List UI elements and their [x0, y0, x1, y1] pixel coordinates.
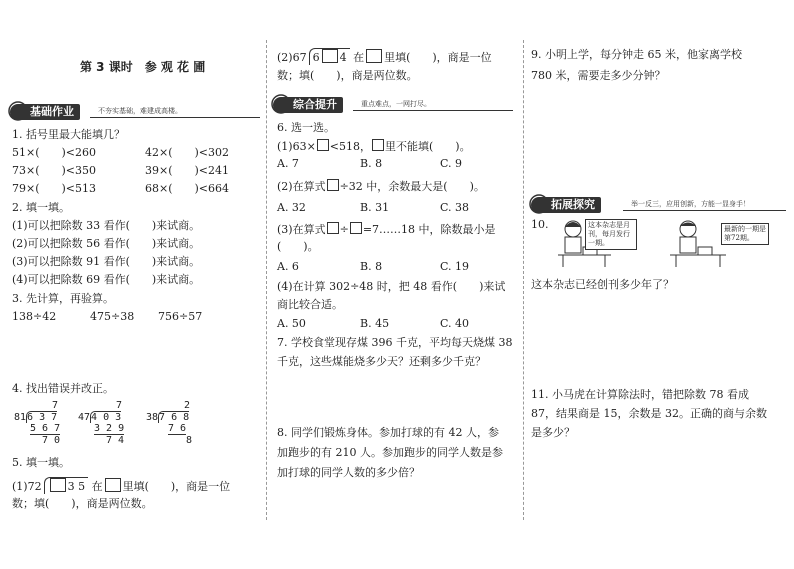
q6-option[interactable]: C. 9 [440, 157, 463, 170]
q3-item: 138÷42 [12, 310, 57, 323]
section-label: 综合提升 [273, 97, 343, 113]
q7-line: 7. 学校食堂现存煤 396 千克，平均每天烧煤 38 [277, 336, 513, 349]
divider [90, 117, 260, 118]
q2-item: (1)可以把除数 33 看作( )来试商。 [12, 219, 201, 232]
section-label: 拓展探究 [531, 197, 601, 213]
remainder: 8 [186, 435, 193, 446]
product: 5 6 7 [30, 423, 61, 434]
q1-item: 79×( )<513 [12, 182, 97, 195]
q8-line: 加打球的同学人数的多少倍？ [277, 466, 420, 479]
remainder: 7 0 [42, 435, 61, 446]
product: 3 2 9 [94, 423, 125, 434]
dividend: 6 3 7 [27, 412, 58, 423]
q3-title: 3. 先计算，再验算。 [12, 292, 114, 305]
q6-sub1-stem: (1)63× <518， 里不能填( )。 [277, 140, 471, 153]
q1-item: 68×( )<664 [145, 182, 230, 195]
q6-sub2-stem: (2)在算式 ÷32 中，余数最大是( )。 [277, 180, 485, 193]
blank-box[interactable] [105, 478, 121, 492]
blank-box[interactable] [327, 222, 339, 234]
dividend: 7 6 8 [159, 412, 190, 423]
section-banner-extension [531, 197, 786, 213]
q1-title: 1. 括号里最大能填几？ [12, 128, 125, 141]
q5-part1-line1: (1)72 3 5 在 里填( )，商是一位 [12, 477, 230, 494]
long-division-2 [78, 400, 124, 446]
section-label: 基础作业 [10, 104, 80, 120]
q2-item: (2)可以把除数 56 看作( )来试商。 [12, 237, 201, 250]
q6-option[interactable]: C. 40 [440, 317, 470, 330]
blank-box[interactable] [366, 49, 382, 63]
long-division-3 [146, 400, 192, 446]
q6-sub3-line2: ( )。 [277, 240, 319, 253]
section-slogan: 不夯实基础，难建成高楼。 [98, 107, 182, 115]
q6-option[interactable]: C. 19 [440, 260, 470, 273]
q10-number: 10. [531, 218, 549, 231]
blank-box[interactable] [322, 49, 338, 63]
divider [623, 210, 786, 211]
q6-title: 6. 选一选。 [277, 121, 335, 134]
section-banner-comprehensive [273, 97, 513, 113]
page-title: 第 3 课时 参 观 花 圃 [80, 60, 206, 74]
q8-line: 加跑步的有 210 人。参加跑步的同学人数是参 [277, 446, 503, 459]
q2-item: (4)可以把除数 69 看作( )来试商。 [12, 273, 201, 286]
q5-part1-line2: 数；填( )，商是两位数。 [12, 497, 153, 510]
q9-line: 780 米，需要走多少分钟？ [531, 69, 666, 82]
q11-line: 87，结果商是 15，余数是 32。正确的商与余数 [531, 407, 767, 420]
blank-box[interactable] [317, 139, 329, 151]
product: 7 6 [168, 423, 187, 434]
quotient: 7 [40, 400, 59, 411]
q6-option[interactable]: A. 32 [277, 201, 306, 214]
q7-line: 千克，这些煤能烧多少天？还剩多少千克？ [277, 355, 486, 368]
column-1 [0, 0, 265, 569]
q6-sub3-stem: (3)在算式 ÷ =7……18 中，除数最小是 [277, 223, 496, 236]
q6-option[interactable]: B. 8 [360, 157, 383, 170]
long-division-1 [14, 400, 60, 446]
dividend: 4 0 3 [91, 412, 122, 423]
q11-line: 11. 小马虎在计算除法时，错把除数 78 看成 [531, 388, 749, 401]
q6-option[interactable]: A. 7 [277, 157, 299, 170]
q6-option[interactable]: A. 6 [277, 260, 299, 273]
q5-part2-line2: 数；填( )，商是两位数。 [277, 69, 418, 82]
boy-illustration [668, 217, 728, 267]
blank-box[interactable] [50, 478, 66, 492]
q2-item: (3)可以把除数 91 看作( )来试商。 [12, 255, 201, 268]
q8-line: 8. 同学们锻炼身体。参加打球的有 42 人，参 [277, 426, 499, 439]
q6-option[interactable]: B. 31 [360, 201, 390, 214]
column-2 [265, 0, 523, 569]
q5-title: 5. 填一填。 [12, 456, 70, 469]
q6-option[interactable]: A. 50 [277, 317, 306, 330]
girl-speech-bubble: 这本杂志是月刊，每月发行一期。 [585, 219, 637, 250]
q2-title: 2. 填一填。 [12, 201, 70, 214]
q1-item: 51×( )<260 [12, 146, 97, 159]
q6-sub4-line1: (4)在计算 302÷48 时，把 48 看作( )来试 [277, 280, 506, 293]
blank-box[interactable] [350, 222, 362, 234]
q6-option[interactable]: B. 8 [360, 260, 383, 273]
quotient: 7 [104, 400, 123, 411]
remainder: 7 4 [106, 435, 125, 446]
q5-part2-line1: (2)67 6 4 在 里填( )，商是一位 [277, 48, 492, 65]
divider [353, 110, 513, 111]
q6-option[interactable]: B. 45 [360, 317, 390, 330]
divisor: 81 [14, 412, 27, 423]
q10-question: 这本杂志已经创刊多少年了？ [531, 278, 674, 291]
q11-line: 是多少？ [531, 426, 575, 439]
quotient: 2 [172, 400, 191, 411]
q1-item: 39×( )<241 [145, 164, 230, 177]
section-slogan: 重点难点，一网打尽。 [361, 100, 431, 108]
section-slogan: 举一反三，应用创新，方能一显身手！ [631, 200, 750, 208]
q9-line: 9. 小明上学，每分钟走 65 米，他家离学校 [531, 48, 742, 61]
boy-speech-bubble: 最新的一期是第72期。 [721, 223, 769, 245]
blank-box[interactable] [327, 179, 339, 191]
q3-item: 475÷38 [90, 310, 135, 323]
column-3 [523, 0, 794, 569]
blank-box[interactable] [372, 139, 384, 151]
q1-item: 42×( )<302 [145, 146, 230, 159]
q1-item: 73×( )<350 [12, 164, 97, 177]
divisor: 38 [146, 412, 159, 423]
q6-option[interactable]: C. 38 [440, 201, 470, 214]
divisor: 47 [78, 412, 91, 423]
q6-sub4-line2: 商比较合适。 [277, 298, 343, 311]
q3-item: 756÷57 [158, 310, 203, 323]
q4-title: 4. 找出错误并改正。 [12, 382, 114, 395]
section-banner-basic [10, 104, 260, 120]
